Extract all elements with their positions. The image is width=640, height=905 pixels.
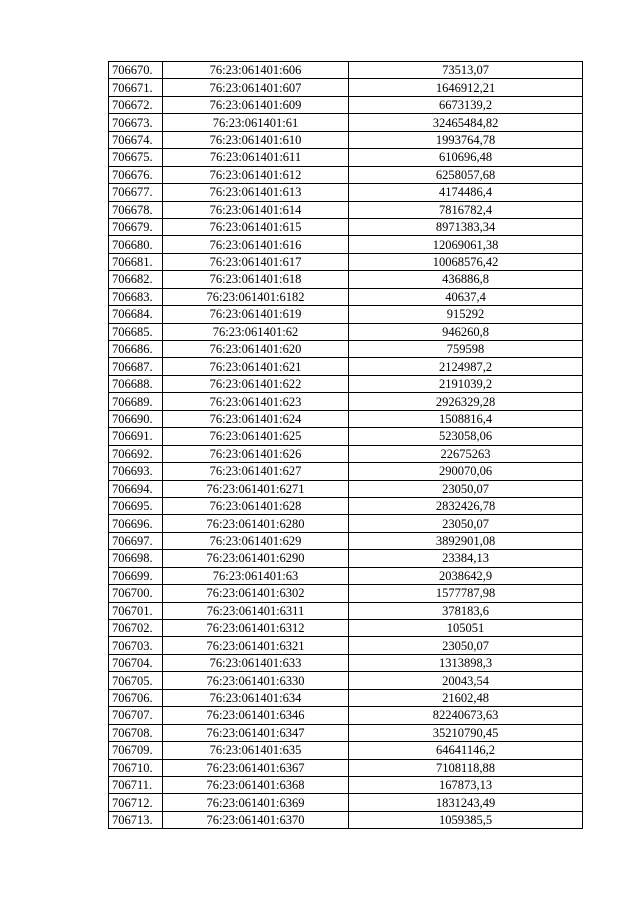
cadastral-value-cell: 759598 [349,341,583,358]
table-row [109,358,583,375]
cadastral-value-cell: 378183,6 [349,602,583,619]
table-row [109,410,583,427]
cadastral-number-cell: 76:23:061401:62 [163,323,349,340]
table-row [109,776,583,793]
table-row [109,515,583,532]
table-row [109,306,583,323]
row-number-cell: 706675. [109,149,163,166]
row-number-cell: 706713. [109,811,163,828]
cadastral-number-cell: 76:23:061401:6321 [163,637,349,654]
cadastral-value-cell: 20043,54 [349,672,583,689]
cadastral-number-cell: 76:23:061401:626 [163,445,349,462]
cadastral-number-cell: 76:23:061401:6368 [163,776,349,793]
table-row [109,550,583,567]
cadastral-number-cell: 76:23:061401:627 [163,463,349,480]
row-number-cell: 706691. [109,428,163,445]
row-number-cell: 706693. [109,463,163,480]
cadastral-value-cell: 436886,8 [349,271,583,288]
row-number-cell: 706676. [109,166,163,183]
table-row [109,620,583,637]
cadastral-number-cell: 76:23:061401:620 [163,341,349,358]
table-row [109,288,583,305]
cadastral-number-cell: 76:23:061401:6311 [163,602,349,619]
cadastral-number-cell: 76:23:061401:6312 [163,620,349,637]
cadastral-value-cell: 64641146,2 [349,742,583,759]
table-row [109,637,583,654]
cadastral-value-cell: 2832426,78 [349,497,583,514]
table-row [109,689,583,706]
table-row [109,811,583,828]
table-row [109,567,583,584]
row-number-cell: 706704. [109,654,163,671]
table-row [109,672,583,689]
cadastral-value-cell: 12069061,38 [349,236,583,253]
cadastral-value-cell: 167873,13 [349,776,583,793]
cadastral-number-cell: 76:23:061401:6347 [163,724,349,741]
table-row [109,463,583,480]
cadastral-number-cell: 76:23:061401:6330 [163,672,349,689]
cadastral-number-cell: 76:23:061401:609 [163,96,349,113]
cadastral-value-cell: 915292 [349,306,583,323]
cadastral-number-cell: 76:23:061401:606 [163,62,349,79]
row-number-cell: 706678. [109,201,163,218]
cadastral-number-cell: 76:23:061401:619 [163,306,349,323]
row-number-cell: 706670. [109,62,163,79]
table-row [109,532,583,549]
cadastral-number-cell: 76:23:061401:6346 [163,707,349,724]
cadastral-number-cell: 76:23:061401:6290 [163,550,349,567]
cadastral-value-cell: 1059385,5 [349,811,583,828]
cadastral-number-cell: 76:23:061401:613 [163,184,349,201]
cadastral-value-cell: 23050,07 [349,637,583,654]
cadastral-value-cell: 2038642,9 [349,567,583,584]
row-number-cell: 706707. [109,707,163,724]
cadastral-value-cell: 2124987,2 [349,358,583,375]
table-row [109,253,583,270]
row-number-cell: 706708. [109,724,163,741]
row-number-cell: 706692. [109,445,163,462]
row-number-cell: 706681. [109,253,163,270]
row-number-cell: 706701. [109,602,163,619]
cadastral-value-cell: 21602,48 [349,689,583,706]
cadastral-value-table [108,61,583,829]
cadastral-value-cell: 4174486,4 [349,184,583,201]
table-row [109,184,583,201]
cadastral-number-cell: 76:23:061401:6369 [163,794,349,811]
cadastral-number-cell: 76:23:061401:629 [163,532,349,549]
row-number-cell: 706671. [109,79,163,96]
cadastral-value-cell: 2191039,2 [349,375,583,392]
cadastral-number-cell: 76:23:061401:6302 [163,585,349,602]
cadastral-value-cell: 32465484,82 [349,114,583,131]
row-number-cell: 706710. [109,759,163,776]
row-number-cell: 706698. [109,550,163,567]
cadastral-value-cell: 1646912,21 [349,79,583,96]
cadastral-value-cell: 523058,06 [349,428,583,445]
cadastral-value-cell: 1577787,98 [349,585,583,602]
cadastral-value-cell: 23050,07 [349,515,583,532]
row-number-cell: 706689. [109,393,163,410]
table-row [109,62,583,79]
table-row [109,445,583,462]
cadastral-number-cell: 76:23:061401:621 [163,358,349,375]
cadastral-value-cell: 22675263 [349,445,583,462]
row-number-cell: 706685. [109,323,163,340]
table-row [109,236,583,253]
cadastral-number-cell: 76:23:061401:614 [163,201,349,218]
row-number-cell: 706705. [109,672,163,689]
cadastral-value-cell: 23050,07 [349,480,583,497]
cadastral-value-cell: 610696,48 [349,149,583,166]
cadastral-value-cell: 6258057,68 [349,166,583,183]
cadastral-number-cell: 76:23:061401:618 [163,271,349,288]
table-row [109,323,583,340]
table-row [109,218,583,235]
row-number-cell: 706687. [109,358,163,375]
row-number-cell: 706673. [109,114,163,131]
row-number-cell: 706695. [109,497,163,514]
cadastral-number-cell: 76:23:061401:6370 [163,811,349,828]
cadastral-number-cell: 76:23:061401:615 [163,218,349,235]
row-number-cell: 706679. [109,218,163,235]
cadastral-value-cell: 2926329,28 [349,393,583,410]
cadastral-number-cell: 76:23:061401:617 [163,253,349,270]
row-number-cell: 706697. [109,532,163,549]
row-number-cell: 706709. [109,742,163,759]
cadastral-number-cell: 76:23:061401:607 [163,79,349,96]
cadastral-number-cell: 76:23:061401:634 [163,689,349,706]
table-body [109,62,583,829]
row-number-cell: 706684. [109,306,163,323]
table-row [109,375,583,392]
cadastral-number-cell: 76:23:061401:624 [163,410,349,427]
cadastral-value-cell: 73513,07 [349,62,583,79]
table-row [109,497,583,514]
cadastral-value-cell: 10068576,42 [349,253,583,270]
cadastral-value-cell: 23384,13 [349,550,583,567]
cadastral-number-cell: 76:23:061401:616 [163,236,349,253]
cadastral-number-cell: 76:23:061401:63 [163,567,349,584]
row-number-cell: 706686. [109,341,163,358]
row-number-cell: 706680. [109,236,163,253]
row-number-cell: 706674. [109,131,163,148]
row-number-cell: 706672. [109,96,163,113]
cadastral-value-cell: 1313898,3 [349,654,583,671]
cadastral-number-cell: 76:23:061401:6182 [163,288,349,305]
cadastral-value-cell: 40637,4 [349,288,583,305]
table-row [109,201,583,218]
cadastral-number-cell: 76:23:061401:633 [163,654,349,671]
cadastral-number-cell: 76:23:061401:611 [163,149,349,166]
cadastral-value-cell: 82240673,63 [349,707,583,724]
table-row [109,707,583,724]
table-row [109,724,583,741]
cadastral-value-cell: 6673139,2 [349,96,583,113]
table-row [109,480,583,497]
table-row [109,271,583,288]
row-number-cell: 706702. [109,620,163,637]
table-row [109,742,583,759]
cadastral-value-cell: 105051 [349,620,583,637]
row-number-cell: 706703. [109,637,163,654]
cadastral-number-cell: 76:23:061401:625 [163,428,349,445]
row-number-cell: 706688. [109,375,163,392]
row-number-cell: 706682. [109,271,163,288]
cadastral-value-cell: 35210790,45 [349,724,583,741]
table-row [109,794,583,811]
cadastral-value-cell: 1993764,78 [349,131,583,148]
cadastral-number-cell: 76:23:061401:6271 [163,480,349,497]
row-number-cell: 706696. [109,515,163,532]
cadastral-value-cell: 7816782,4 [349,201,583,218]
cadastral-number-cell: 76:23:061401:6367 [163,759,349,776]
cadastral-number-cell: 76:23:061401:622 [163,375,349,392]
cadastral-value-cell: 1508816,4 [349,410,583,427]
table-row [109,654,583,671]
table-row [109,96,583,113]
cadastral-number-cell: 76:23:061401:635 [163,742,349,759]
row-number-cell: 706690. [109,410,163,427]
table-row [109,114,583,131]
cadastral-value-cell: 8971383,34 [349,218,583,235]
row-number-cell: 706700. [109,585,163,602]
row-number-cell: 706712. [109,794,163,811]
row-number-cell: 706677. [109,184,163,201]
cadastral-value-cell: 290070,06 [349,463,583,480]
row-number-cell: 706694. [109,480,163,497]
table-row [109,131,583,148]
table-row [109,585,583,602]
table-row [109,393,583,410]
row-number-cell: 706683. [109,288,163,305]
cadastral-number-cell: 76:23:061401:612 [163,166,349,183]
cadastral-value-cell: 1831243,49 [349,794,583,811]
table-row [109,602,583,619]
table-row [109,79,583,96]
cadastral-number-cell: 76:23:061401:610 [163,131,349,148]
cadastral-value-cell: 946260,8 [349,323,583,340]
cadastral-number-cell: 76:23:061401:623 [163,393,349,410]
table-row [109,149,583,166]
row-number-cell: 706699. [109,567,163,584]
table-row [109,166,583,183]
row-number-cell: 706706. [109,689,163,706]
table-row [109,341,583,358]
cadastral-value-cell: 3892901,08 [349,532,583,549]
cadastral-number-cell: 76:23:061401:61 [163,114,349,131]
row-number-cell: 706711. [109,776,163,793]
cadastral-value-cell: 7108118,88 [349,759,583,776]
table-row [109,759,583,776]
table-row [109,428,583,445]
cadastral-number-cell: 76:23:061401:6280 [163,515,349,532]
cadastral-number-cell: 76:23:061401:628 [163,497,349,514]
